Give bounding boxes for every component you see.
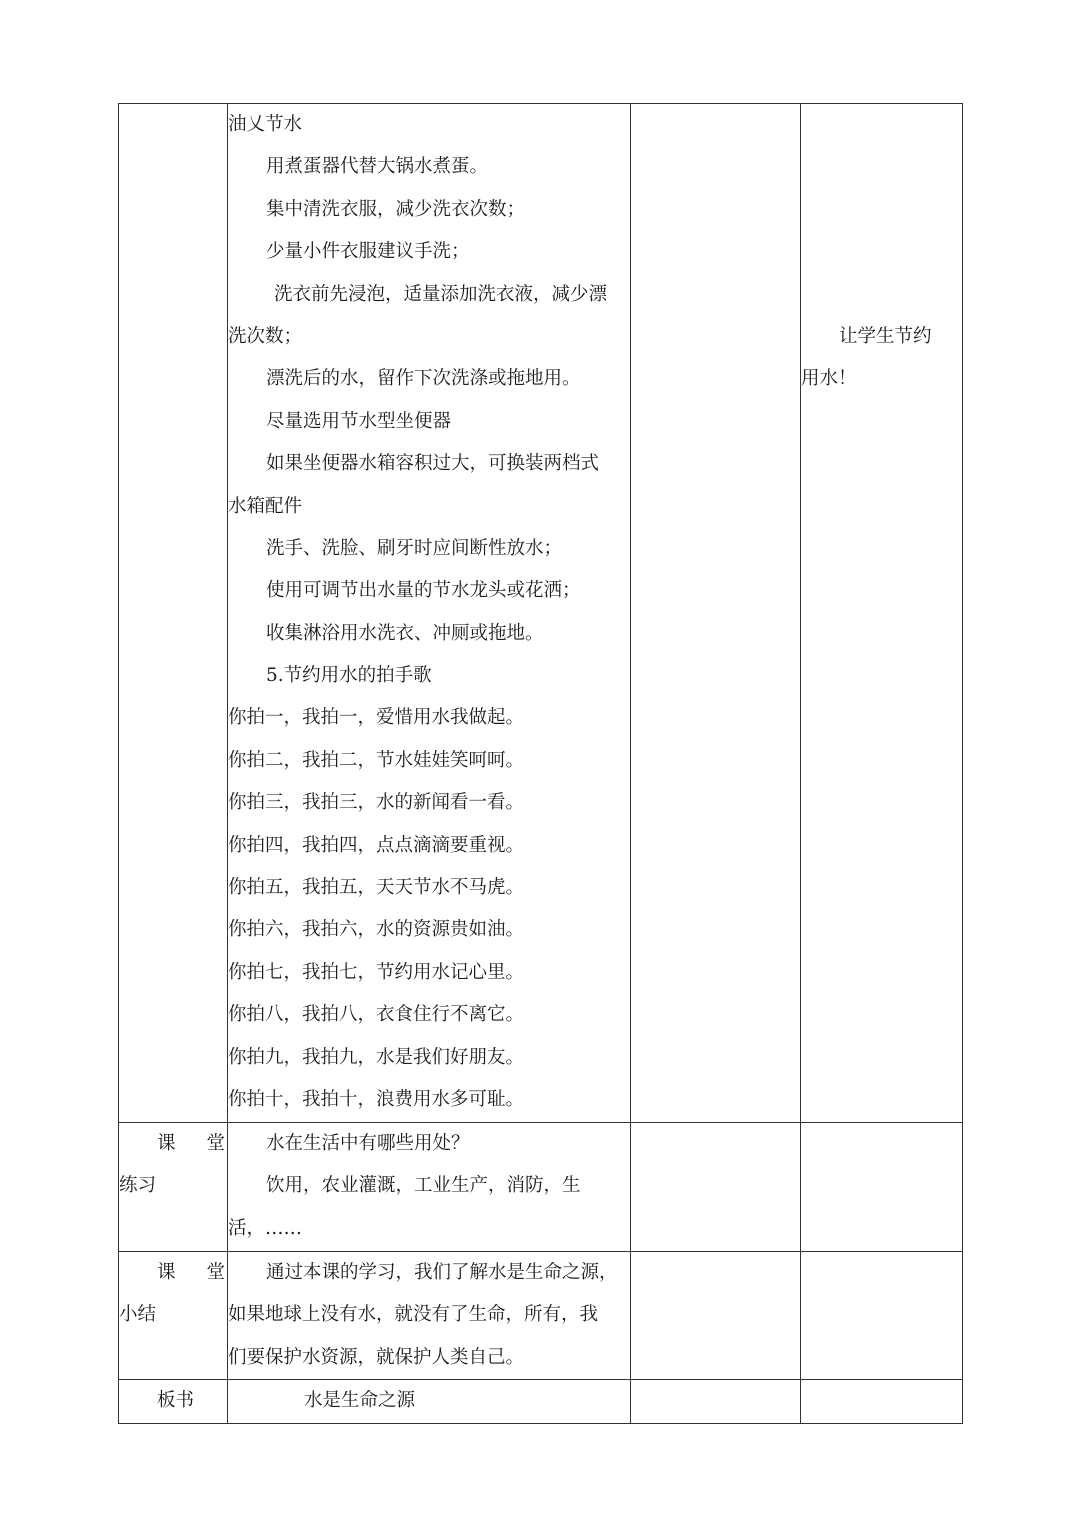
content-line: 你拍八，我拍八，衣食住行不离它。 (228, 1004, 525, 1026)
content-line: 你拍七，我拍七，节约用水记心里。 (228, 961, 525, 983)
table-row (119, 1380, 963, 1424)
content-line: 洗手、洗脸、刷牙时应间断性放水； (266, 537, 563, 559)
content-line: 收集淋浴用水洗衣、冲厕或拖地。 (266, 622, 544, 644)
label-char: 堂 (206, 1262, 225, 1283)
content-cell (228, 1252, 631, 1380)
content-line: 你拍五，我拍五，天天节水不马虎。 (228, 877, 525, 899)
content-line: 洗次数； (228, 325, 303, 347)
content-line: 水箱配件 (228, 495, 303, 517)
intent-cell (801, 1252, 963, 1380)
content-line: 你拍四，我拍四，点点滴滴要重视。 (228, 834, 525, 856)
content-line: 你拍十，我拍十，浪费用水多可耻。 (228, 1088, 525, 1110)
content-line: 尽量选用节水型坐便器 (266, 410, 452, 432)
content-line: 5.节约用水的拍手歌 (266, 665, 432, 687)
activity-cell (631, 104, 801, 1123)
content-line: 用煮蛋器代替大锅水煮蛋。 (266, 156, 489, 178)
content-line: 漂洗后的水，留作下次洗涤或拖地用。 (266, 368, 581, 390)
label-cell-board (119, 1380, 228, 1424)
intent-line: 用水！ (801, 368, 857, 390)
content-line: 通过本课的学习，我们了解水是生命之源， (266, 1262, 618, 1283)
activity-cell (631, 1123, 801, 1252)
content-line: 你拍三，我拍三，水的新闻看一看。 (228, 792, 525, 814)
label-char: 堂 (206, 1133, 225, 1154)
label-cell-practice (119, 1123, 228, 1252)
intent-cell (801, 1123, 963, 1252)
content-cell (228, 1123, 631, 1252)
table-row (119, 1252, 963, 1380)
label-char: 课 (157, 1133, 176, 1154)
content-line: 你拍一，我拍一，爱惜用水我做起。 (228, 707, 525, 729)
label-text: 板书 (157, 1390, 195, 1412)
content-line: 你拍二，我拍二，节水娃娃笑呵呵。 (228, 749, 525, 771)
content-cell (228, 1380, 631, 1424)
content-line: 油乂节水 (228, 114, 303, 135)
label-cell-summary (119, 1252, 228, 1380)
content-cell (228, 104, 631, 1123)
content-line: 你拍六，我拍六，水的资源贵如油。 (228, 919, 525, 941)
content-line: 使用可调节出水量的节水龙头或花洒； (266, 580, 581, 602)
content-line: 如果地球上没有水，就没有了生命，所有，我 (228, 1304, 599, 1326)
intent-cell (801, 1380, 963, 1424)
activity-cell (631, 1252, 801, 1380)
content-line: 如果坐便器水箱容积过大，可换装两档式 (266, 453, 600, 475)
label-text: 练习 (119, 1175, 157, 1197)
content-line: 们要保护水资源，就保护人类自己。 (228, 1346, 525, 1368)
label-char: 课 (157, 1262, 176, 1283)
content-line: 水在生活中有哪些用处？ (266, 1133, 470, 1154)
label-text: 小结 (119, 1304, 157, 1326)
intent-cell (801, 104, 963, 1123)
table-row (119, 104, 963, 1123)
label-cell (119, 104, 228, 1123)
content-line: 少量小件衣服建议手洗； (266, 241, 470, 263)
content-line: 水是生命之源 (304, 1390, 416, 1412)
content-line: 集中清洗衣服，减少洗衣次数； (266, 198, 526, 220)
content-line: 你拍九，我拍九，水是我们好朋友。 (228, 1046, 525, 1068)
intent-line: 让学生节约 (839, 326, 932, 347)
content-line: 活，…… (228, 1217, 303, 1239)
content-line: 饮用，农业灌溉，工业生产，消防，生 (266, 1175, 581, 1197)
activity-cell (631, 1380, 801, 1424)
content-line: 洗衣前先浸泡，适量添加洗衣液，减少漂 (274, 283, 608, 305)
table-row (119, 1123, 963, 1252)
lesson-plan-table (118, 103, 963, 1424)
